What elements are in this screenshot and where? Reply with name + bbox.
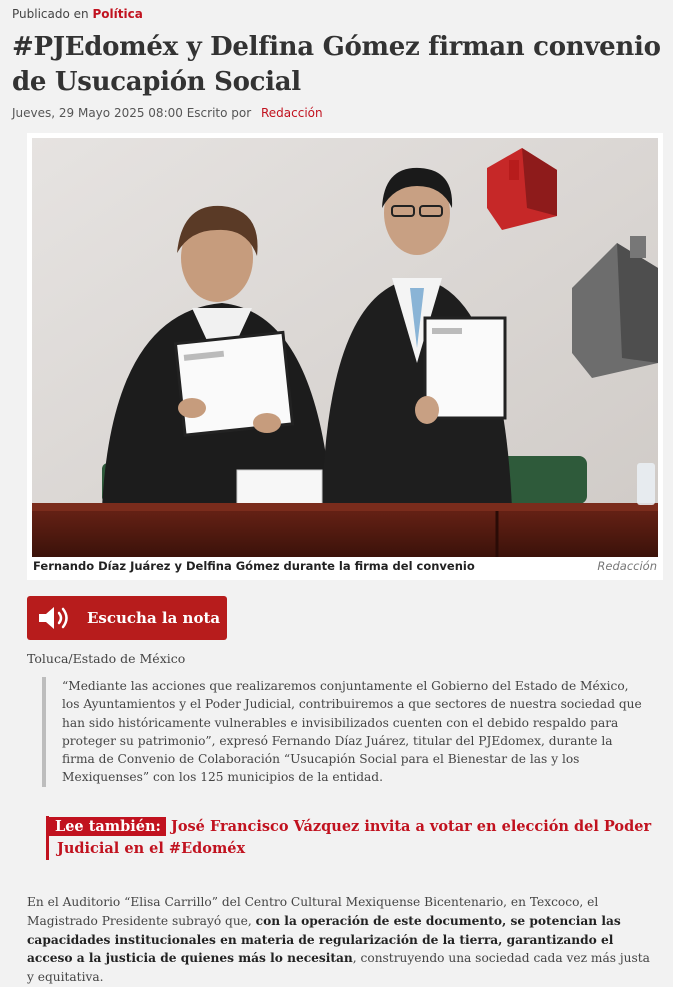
author-link[interactable]: Redacción	[261, 106, 323, 120]
read-also-link[interactable]: José Francisco Vázquez invita a votar en elección del Poder Judicial en el #Edoméx	[57, 818, 652, 857]
paragraph-outro: , construyendo una sociedad cada vez más justa y equitativa.	[27, 951, 650, 985]
dateline: Toluca/Estado de México	[27, 651, 186, 666]
listen-button-label: Escucha la nota	[87, 609, 221, 627]
read-also-tag: Lee también:	[46, 817, 166, 836]
featured-photo-card	[27, 133, 663, 580]
published-prefix: Publicado en	[12, 7, 89, 21]
read-also-block	[46, 816, 657, 860]
listen-article-button[interactable]	[27, 596, 227, 640]
publish-date: Jueves, 29 Mayo 2025 08:00	[12, 106, 183, 120]
photo-illustration	[32, 138, 658, 557]
photo-credit: Redacción	[597, 559, 657, 573]
published-in	[12, 7, 143, 21]
category-link[interactable]: Política	[92, 7, 143, 21]
article-title: #PJEdoméx y Delfina Gómez firman convenio de Usucapión Social	[12, 32, 661, 97]
article-quote: “Mediante las acciones que realizaremos conjuntamente el Gobierno del Estado de México, los Ayuntamientos y el Poder Judicial, contribuiremos a que sectores de nuestra sociedad que han sido históricamente vulnerables e invisibilizados cuenten con el debido respaldo para proteger su patrimonio”, expresó Fernando Díaz Juárez, titular del PJEdomex, durante la firma de Convenio de Colaboración “Usucapión Social para el Bienestar de las y los Mexiquenses” con los 125 municipios de la entidad.	[42, 677, 647, 787]
article-byline	[12, 106, 323, 120]
paragraph-bold: con la operación de este documento, se potencian las capacidades institucionales en materia de regularización de la tierra, garantizando el acceso a la justicia de quienes más lo necesitan	[27, 913, 621, 966]
paragraph-intro: En el Auditorio “Elisa Carrillo” del Centro Cultural Mexiquense Bicentenario, en Texcoco, el Magistrado Presidente subrayó que,	[27, 895, 599, 928]
written-by-label: Escrito por	[186, 106, 252, 120]
photo-caption: Fernando Díaz Juárez y Delfina Gómez durante la firma del convenio	[33, 559, 475, 573]
article-paragraph	[27, 893, 659, 987]
featured-photo[interactable]	[32, 138, 658, 557]
speaker-icon	[37, 605, 73, 631]
